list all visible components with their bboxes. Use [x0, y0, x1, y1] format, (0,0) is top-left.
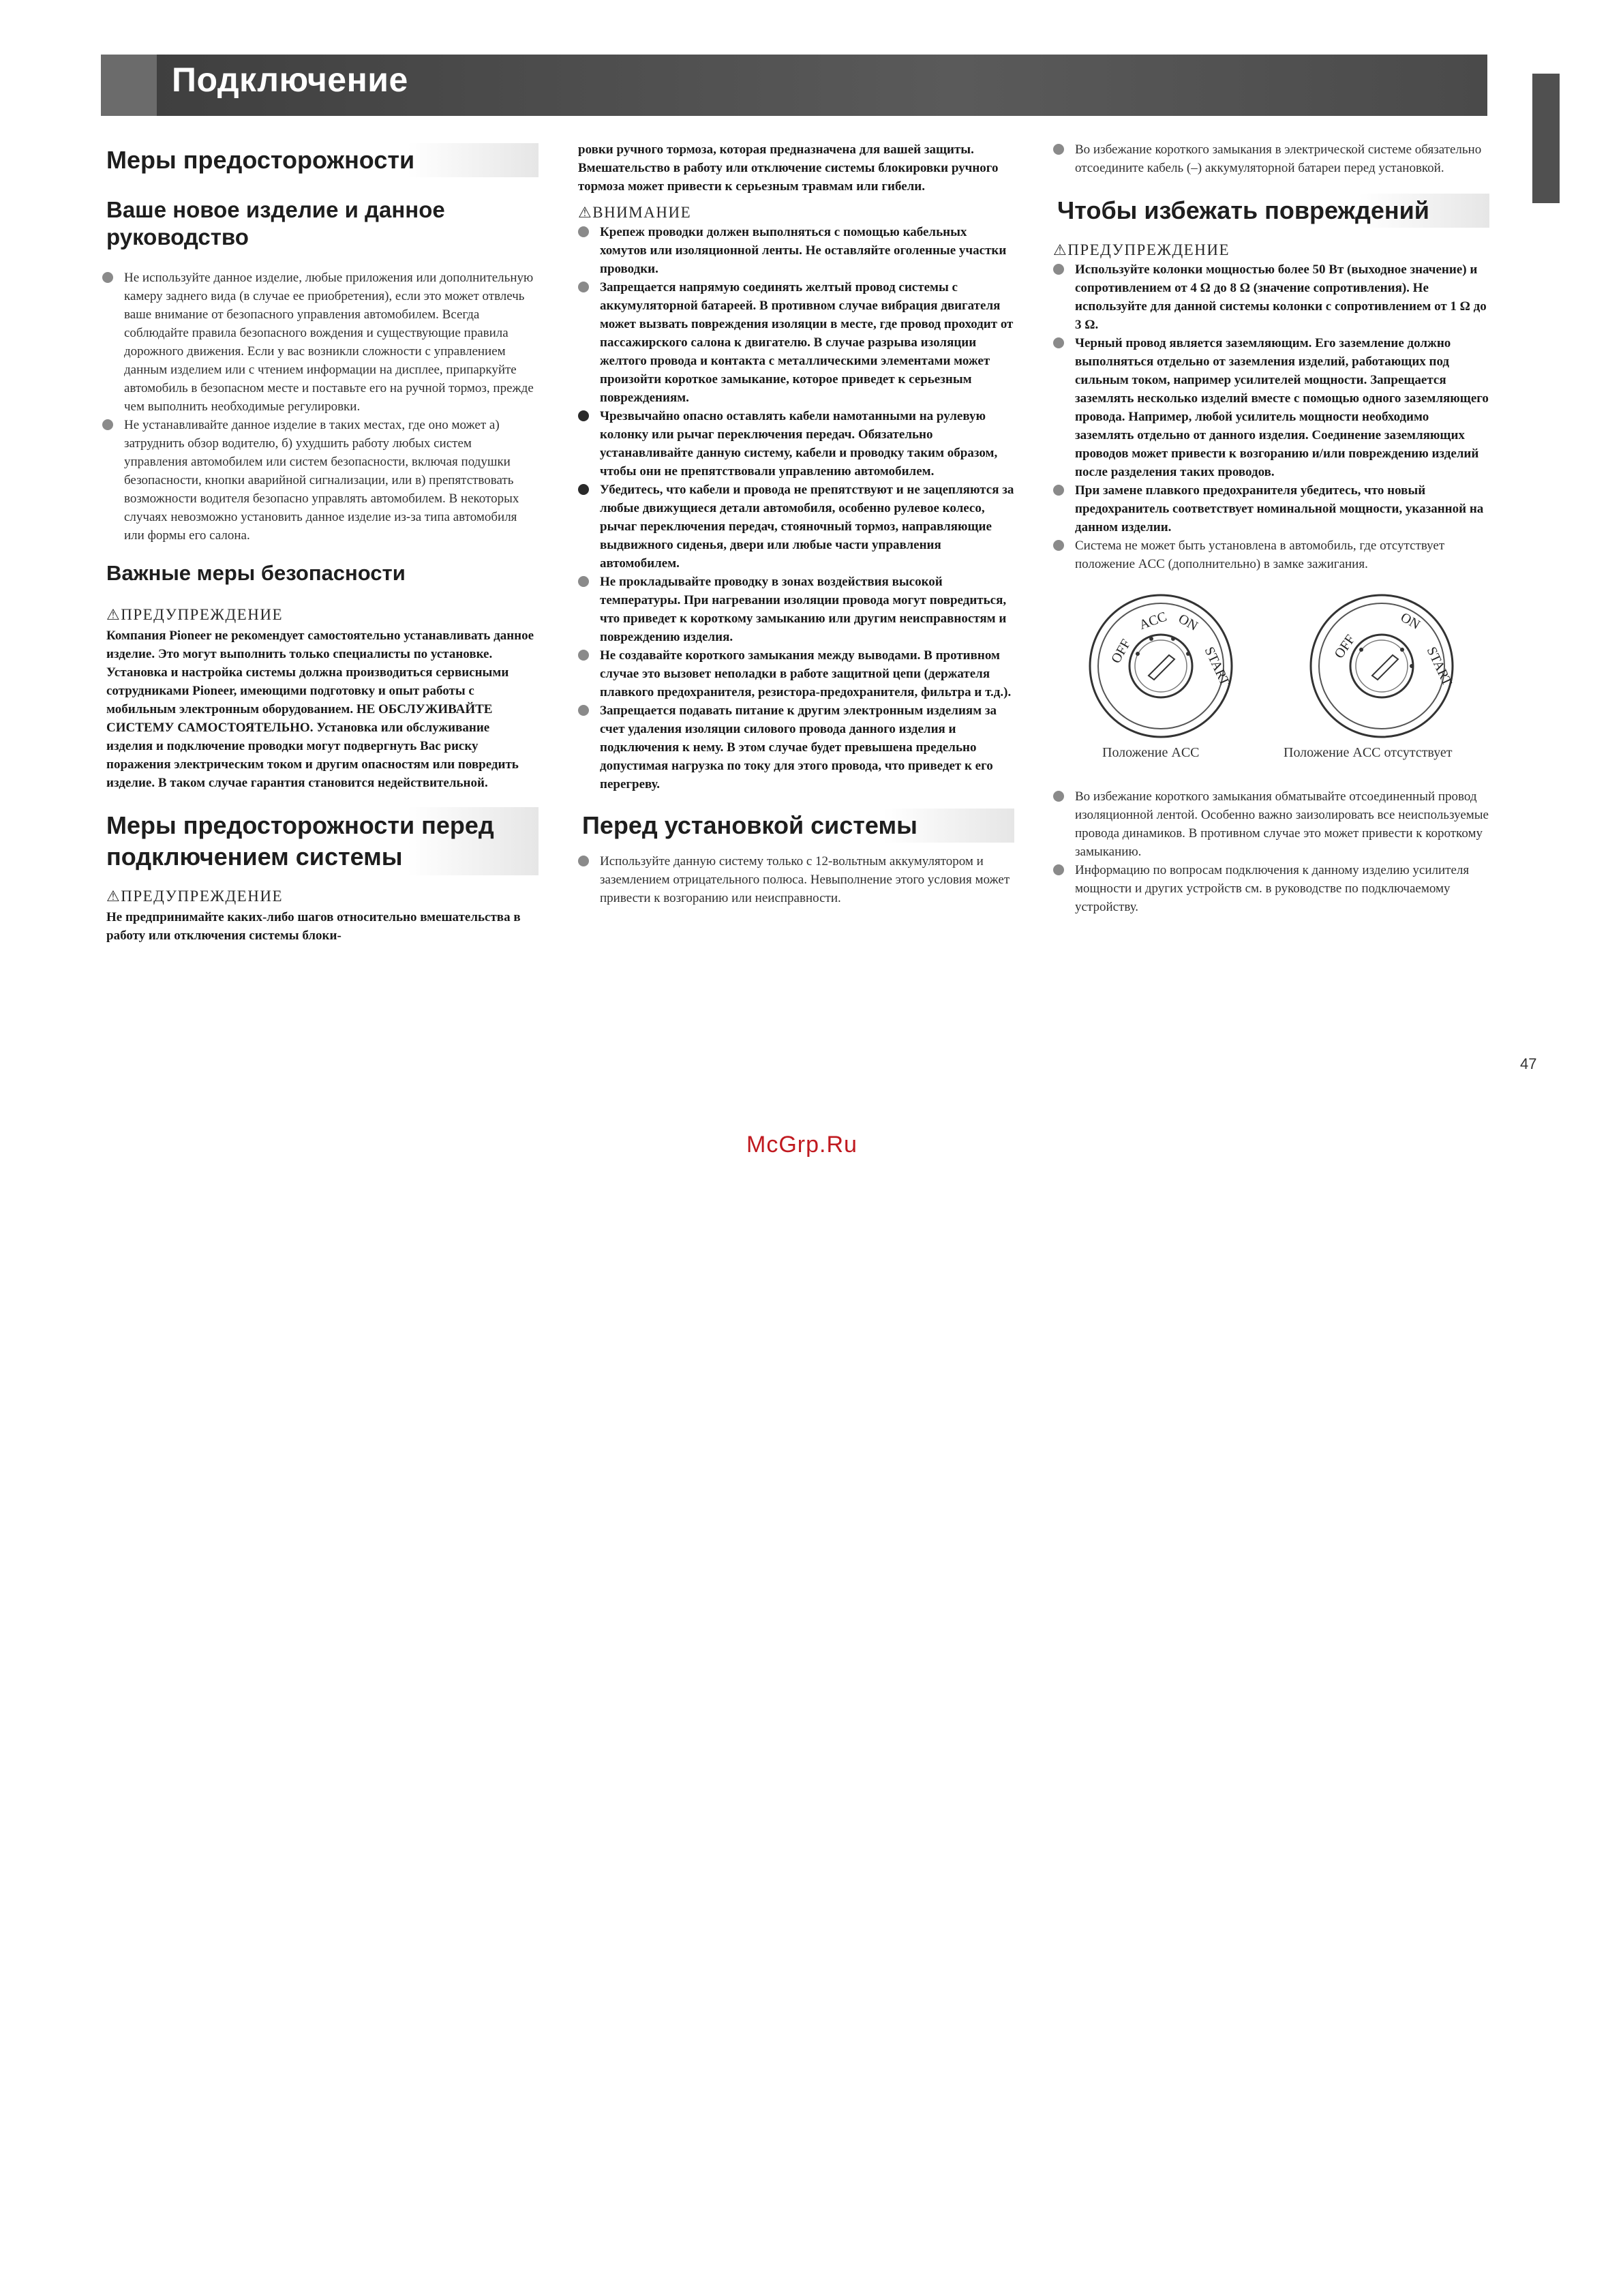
ignition-start-label: START [1423, 644, 1455, 689]
watermark: McGrp.Ru [746, 1132, 858, 1158]
caption-acc: Положение ACC [1102, 745, 1200, 760]
warning-triangle-icon: ⚠ [106, 607, 121, 624]
list-item: Не создавайте короткого замыкания между выводами. В противном случае это вызовет неполадки в работе защитной цепи (держателя плавкого предохранителя, резистора-предохранителя, фильтра и т.д.). [578, 646, 1014, 701]
column-2 [578, 140, 1014, 907]
list-item: Не прокладывайте проводку в зонах воздействия высокой температуры. При нагревании изоляции провода могут повредиться, что приведет к короткому замыканию или другим неисправностям и повреждению изделия. [578, 573, 1014, 646]
list-item: При замене плавкого предохранителя убедитесь, что новый предохранитель соответствует номинальной мощности, указанной на данном изделии. [1053, 481, 1489, 537]
warning-triangle-icon: ⚠ [578, 205, 593, 222]
top-list [1053, 140, 1489, 177]
page-title: Подключение [172, 61, 408, 99]
ignition-diagrams [1053, 591, 1489, 775]
install-heading: Перед установкой системы [578, 809, 1014, 843]
header-tab-accent [101, 55, 157, 116]
warning-label: ⚠ПРЕДУПРЕЖДЕНИЕ [106, 888, 284, 905]
before-connect-text: Не предпринимайте каких-либо шагов относительно вмешательства в работу или отключения системы блоки- [106, 910, 521, 943]
caption-no-acc: Положение ACC отсутствует [1284, 745, 1453, 760]
warning-triangle-icon: ⚠ [1053, 242, 1068, 259]
list-item: Информацию по вопросам подключения к данному изделию усилителя мощности и других устройств см. в руководстве по подключаемому устройству. [1053, 861, 1489, 916]
list-item: Чрезвычайно опасно оставлять кабели намотанными на рулевую колонку или рычаг переключения передач. Обязательно устанавливайте данную систему, кабели и проводку таким образом, чтобы они не препятствовали управлению автомобилем. [578, 407, 1014, 481]
install-list [578, 852, 1014, 907]
ignition-acc-label: ACC [1137, 609, 1169, 633]
damage-list [1053, 260, 1489, 537]
safety-text: Компания Pioneer не рекомендует самостоятельно устанавливать данное изделие. Это могут выполнить только специалисты по установке. Установка и настройка системы должна производиться сервисными сотрудниками Pioneer, имеющими подготовку и опыт работы с мобильным электронным оборудованием. НЕ ОБСЛУЖИВАЙТЕ СИСТЕМУ САМОСТОЯТЕЛЬНО. Установка или обслуживание изделия и подключение проводки могут подвергнуть Вас риску поражения электрическим током и другим опасностям или повредить изделие. В таком случае гарантия становится недействительной. [106, 629, 534, 790]
list-item: Черный провод является заземляющим. Его заземление должно выполняться отдельно от заземления изделий, работающих под сильным током, например усилителей мощности. Запрещается заземлять несколько изделий вместе с помощью одного заземляющего провода. Например, любой усилитель мощности необходимо заземлять отдельно от данного изделия. Соединение заземляющих проводов может привести к возгоранию и/или повреждению изделий после разделения таких проводов. [1053, 334, 1489, 481]
page-number: 47 [1520, 1055, 1537, 1072]
list-item: Используйте данную систему только с 12-вольтным аккумулятором и заземлением отрицательного полюса. Невыполнение этого условия может привести к возгоранию или неисправности. [578, 852, 1014, 907]
warning-triangle-icon: ⚠ [106, 888, 121, 905]
ignition-start-label: START [1201, 644, 1233, 689]
ignition-acc-diagram [1086, 591, 1236, 741]
caution-list [578, 223, 1014, 794]
before-connect-heading: Меры предосторожности перед подключением системы [102, 807, 539, 875]
ignition-off-label: OFF [1331, 632, 1359, 661]
bottom-list [1053, 787, 1489, 916]
safety-heading: Важные меры безопасности [106, 561, 406, 585]
ignition-off-label: OFF [1108, 637, 1134, 666]
warning-label: ⚠ПРЕДУПРЕЖДЕНИЕ [106, 606, 284, 624]
list-item: Убедитесь, что кабели и провода не препятствуют и не зацепляются за любые движущиеся детали автомобиля, особенно рулевое колесо, рычаг переключения передач, стояночный тормоз, направляющие выдвижного сиденья, двери или любые части управления автомобилем. [578, 481, 1014, 573]
column-3 [1053, 140, 1489, 916]
caution-label: ⚠ВНИМАНИЕ [578, 204, 692, 222]
ignition-no-acc-diagram [1307, 591, 1457, 741]
list-item: Во избежание короткого замыкания в электрической системе обязательно отсоедините кабель (–) аккумуляторной батареи перед установкой. [1053, 140, 1489, 177]
list-item: Запрещается подавать питание к другим электронным изделиям за счет удаления изоляции силового провода данного изделия и подключения к нему. В этом случае будет превышена предельно допустимая нагрузка по току для этого провода, что приведет к его перегреву. [578, 701, 1014, 794]
new-product-heading: Ваше новое изделие и данное руководство [106, 197, 445, 250]
warning-label: ⚠ПРЕДУПРЕЖДЕНИЕ [1053, 241, 1230, 259]
list-item: Используйте колонки мощностью более 50 Вт (выходное значение) и сопротивлением от 4 Ω до 8 Ω (значение сопротивления). Не используйте для данной системы колонки с сопротивлением от 1 Ω до 3 Ω. [1053, 260, 1489, 334]
ignition-on-label: ON [1175, 611, 1200, 634]
handbrake-continued-text: ровки ручного тормоза, которая предназначена для вашей защиты. Вмешательство в работу или отключение системы блокировки ручного тормоза может привести к серьезным травмам или гибели. [578, 142, 999, 194]
new-product-list [102, 269, 539, 545]
side-index-tab [1532, 74, 1560, 203]
list-item: Система не может быть установлена в автомобиль, где отсутствует положение ACC (дополнительно) в замке зажигания. [1053, 537, 1489, 573]
list-item: Запрещается напрямую соединять желтый провод системы с аккумуляторной батареей. В противном случае вибрация двигателя может вызвать повреждения изоляции в месте, где провод проходит от пассажирского салона к двигателю. В случае разрыва изоляции желтого провода и контакта с металлическими элементами может произойти короткое замыкание, которое приведет к серьезным повреждениям. [578, 278, 1014, 407]
damage-heading: Чтобы избежать повреждений [1053, 194, 1489, 228]
list-item: Во избежание короткого замыкания обматывайте отсоединенный провод изоляционной лентой. Особенно важно заизолировать все неиспользуемые провода динамиков. В противном случае это может привести к короткому замыканию. [1053, 787, 1489, 861]
acc-list [1053, 537, 1489, 573]
list-item: Крепеж проводки должен выполняться с помощью кабельных хомутов или изоляционной ленты. Не оставляйте оголенные участки проводки. [578, 223, 1014, 278]
list-item: Не используйте данное изделие, любые приложения или дополнительную камеру заднего вида (в случае ее приобретения), если это может отвлечь ваше внимание от безопасного управления автомобилем. Всегда соблюдайте правила безопасного вождения и существующие правила дорожного движения. Если у вас возникли сложности с управлением данным изделием или с чтением информации на дисплее, припаркуйте автомобиль в безопасном месте и поставьте его на ручной тормоз, прежде чем выполнить необходимые регулировки. [102, 269, 534, 416]
list-item: Не устанавливайте данное изделие в таких местах, где оно может а) затруднить обзор водителю, б) ухудшить работу любых систем управления автомобилем или систем безопасности, включая подушки безопасности, кнопки аварийной сигнализации, или в) препятствовать возможности водителя безопасно управлять автомобилем. В некоторых случаях невозможно установить данное изделие из-за типа автомобиля или формы его салона. [102, 416, 534, 545]
precautions-heading: Меры предосторожности [102, 143, 539, 177]
ignition-on-label: ON [1397, 609, 1423, 633]
column-1 [102, 143, 539, 945]
